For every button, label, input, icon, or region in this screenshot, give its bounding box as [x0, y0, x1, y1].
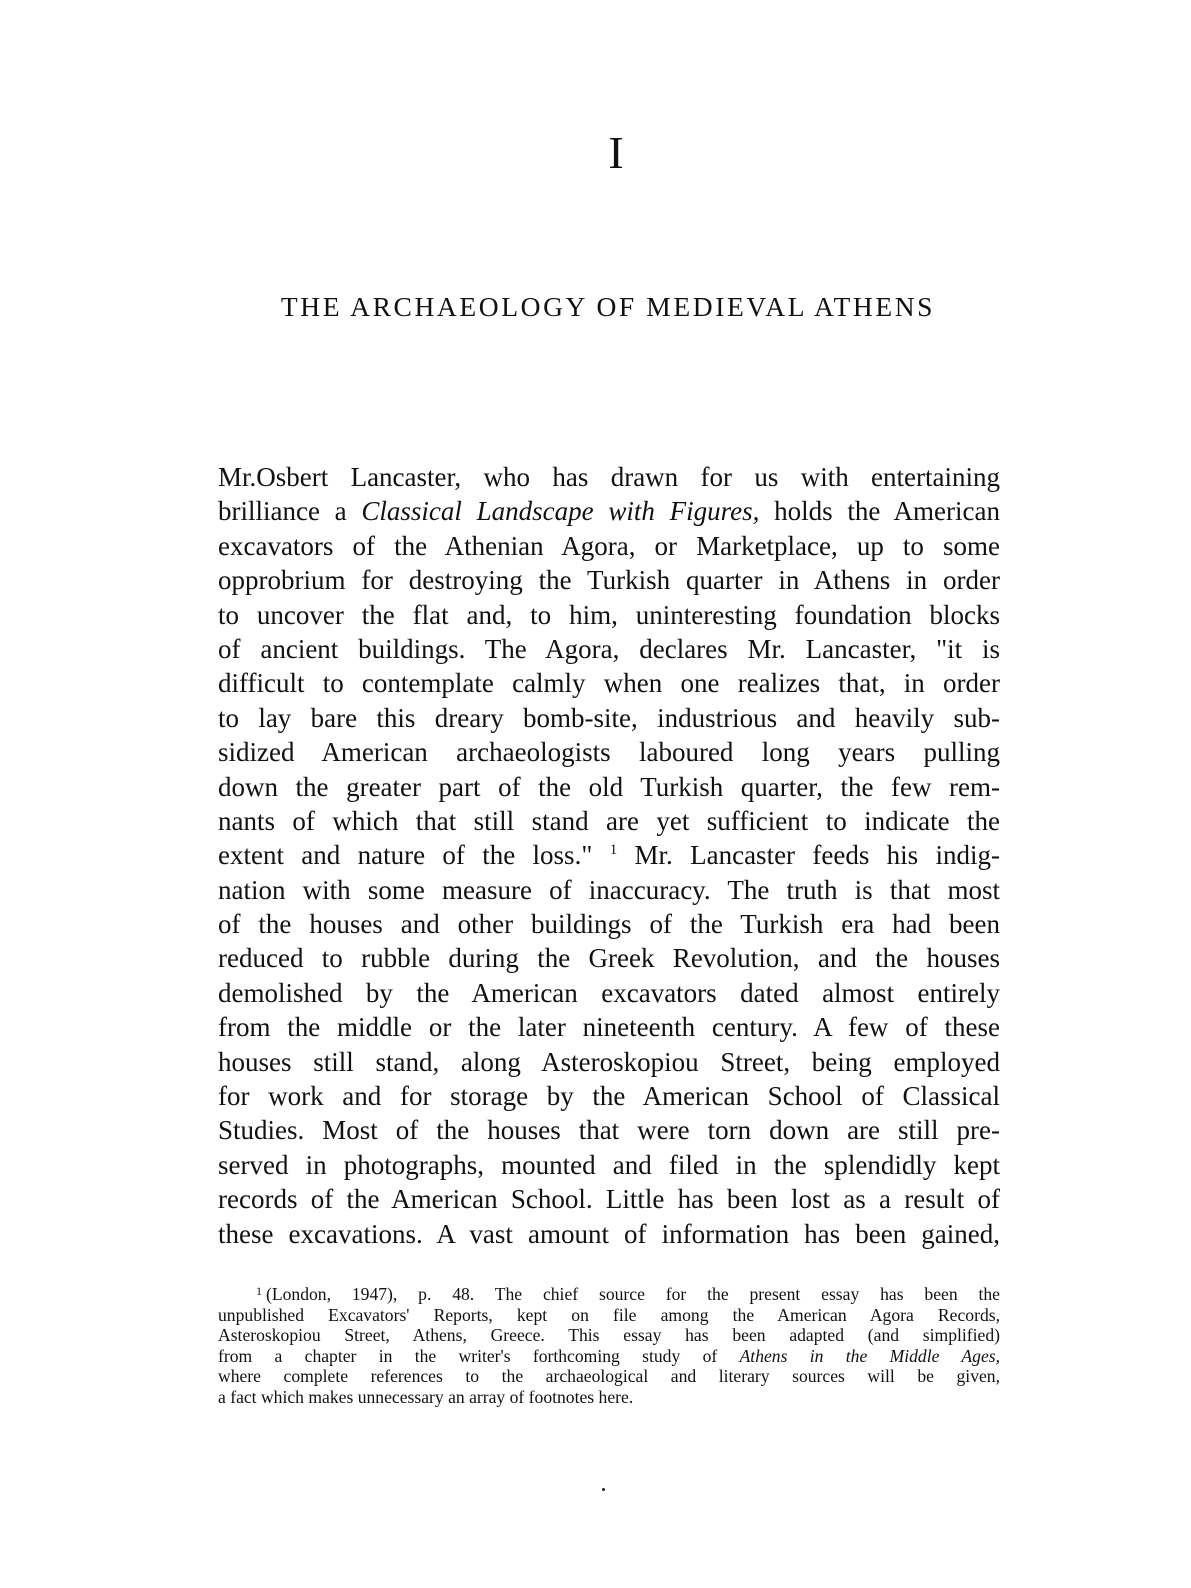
body-line: houses still stand, along Asteroskopiou Street, being employed [218, 1046, 1000, 1077]
body-line: extent and nature of the loss." $^1$ Mr. Lancaster feeds his indig- [218, 840, 1001, 871]
body-line: to uncover the flat and, to him, uninteresting foundation blocks [218, 599, 1000, 630]
body-line: sidized American archaeologists laboured long years pulling [218, 737, 1000, 768]
body-line: served in photographs, mounted and filed in the splendidly kept [218, 1149, 1000, 1180]
body-paragraph [218, 460, 1000, 1251]
footnote-line: $^1$ (London, 1947), p. 48. The chief source for the present essay has been the [256, 1284, 1000, 1304]
body-line: of ancient buildings. The Agora, declares Mr. Lancaster, "it is [218, 633, 1000, 664]
body-line: down the greater part of the old Turkish quarter, the few rem- [218, 771, 1000, 802]
footnote-line: a fact which makes unnecessary an array of footnotes here. [218, 1386, 634, 1407]
footnote [218, 1284, 1000, 1408]
body-line: excavators of the Athenian Agora, or Marketplace, up to some [218, 530, 1000, 561]
body-line: of the houses and other buildings of the Turkish era had been [218, 909, 1000, 940]
body-line: for work and for storage by the American School of Classical [218, 1081, 1000, 1112]
body-line: Mr.Osbert Lancaster, who has drawn for us with entertaining [218, 462, 1000, 492]
book-title-italic: Athens in the Middle Ages, [739, 1345, 1000, 1366]
chapter-number: I [608, 127, 624, 178]
body-line: to lay bare this dreary bomb-site, industrious and heavily sub- [218, 702, 1000, 733]
body-line: nation with some measure of inaccuracy. The truth is that most [218, 874, 1000, 905]
body-line: opprobrium for destroying the Turkish quarter in Athens in order [218, 565, 1000, 596]
footnote-line: unpublished Excavators' Reports, kept on file among the American Agora Records, [218, 1304, 1000, 1325]
footnote-line: from a chapter in the writer's forthcoming study of Athens in the Middle Ages, [218, 1345, 1000, 1366]
body-line: Studies. Most of the houses that were torn down are still pre- [218, 1115, 1000, 1146]
chapter-title: THE ARCHAEOLOGY OF MEDIEVAL ATHENS [280, 291, 936, 322]
footnote-line: where complete references to the archaeological and literary sources will be given, [218, 1366, 1000, 1387]
body-line: from the middle or the later nineteenth century. A few of these [218, 1012, 1000, 1043]
scan-speck [602, 1488, 605, 1491]
body-line: records of the American School. Little has been lost as a result of [218, 1184, 1000, 1215]
footnote-mark: 1 [256, 1284, 262, 1298]
body-line: difficult to contemplate calmly when one realizes that, in order [218, 668, 1000, 699]
body-line: nants of which that still stand are yet sufficient to indicate the [218, 805, 1000, 836]
body-line: brilliance a Classical Landscape with Figures, holds the American [218, 496, 1000, 527]
footnote-line: Asteroskopiou Street, Athens, Greece. This essay has been adapted (and simplified) [218, 1325, 1000, 1346]
book-title-italic: Classical Landscape with Figures, [361, 496, 760, 527]
body-line: demolished by the American excavators dated almost entirely [218, 977, 1000, 1008]
body-line: these excavations. A vast amount of information has been gained, [218, 1218, 1000, 1249]
body-line: reduced to rubble during the Greek Revolution, and the houses [218, 943, 1000, 974]
footnote-reference[interactable]: 1 [609, 842, 618, 859]
